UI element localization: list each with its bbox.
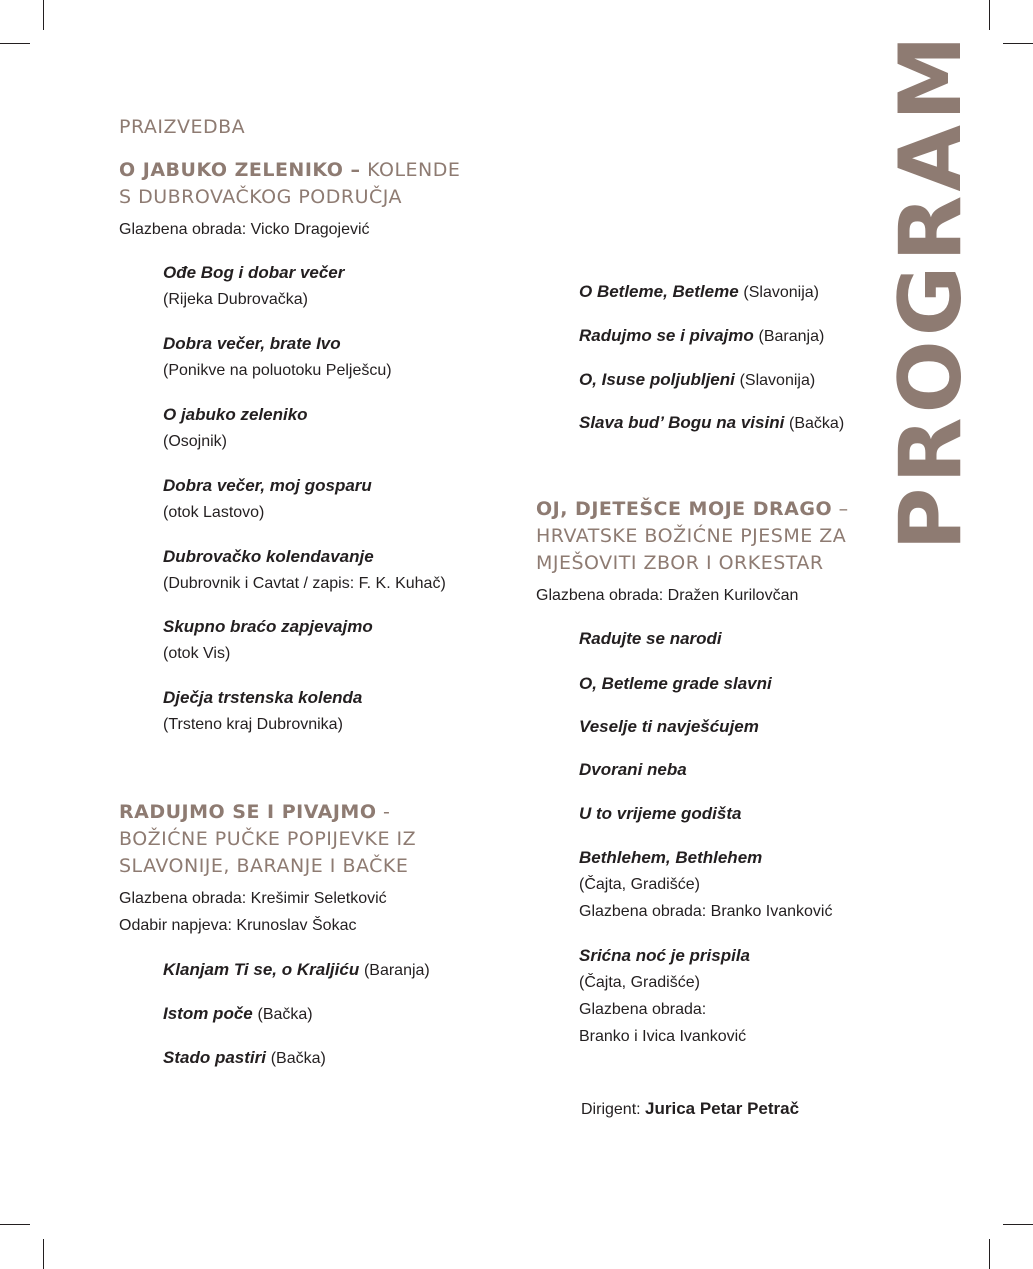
crop-mark bbox=[0, 43, 30, 44]
song-region: (otok Vis) bbox=[163, 645, 231, 662]
song-item bbox=[579, 366, 815, 394]
section-title-line2: BOŽIĆNE PUČKE POPIJEVKE IZ bbox=[119, 828, 417, 850]
song-title: Dobra večer, moj gosparu bbox=[163, 476, 372, 495]
song-item bbox=[579, 713, 759, 740]
arranger: Glazbena obrada: Krešimir Seletković bbox=[119, 890, 387, 907]
song-region: (Čajta, Gradišće) bbox=[579, 974, 700, 991]
song-item bbox=[163, 684, 362, 738]
section-title bbox=[119, 157, 460, 184]
song-title: O Betleme, Betleme bbox=[579, 282, 739, 301]
song-region: (Baranja) bbox=[758, 328, 825, 345]
song-region: (Baranja) bbox=[363, 962, 430, 979]
crop-mark bbox=[989, 0, 990, 30]
song-region: (Ponikve na poluotoku Pelješcu) bbox=[163, 362, 392, 379]
song-region: (Bačka) bbox=[789, 415, 845, 432]
song-item bbox=[163, 472, 372, 526]
song-item bbox=[579, 409, 844, 437]
song-title: O, Isuse poljubljeni bbox=[579, 370, 735, 389]
song-item bbox=[163, 543, 446, 597]
song-title: Ođe Bog i dobar večer bbox=[163, 263, 345, 282]
selection: Odabir napjeva: Krunoslav Šokac bbox=[119, 917, 357, 934]
song-title: Srićna noć je prispila bbox=[579, 946, 751, 965]
section-title-bold: RADUJMO SE I PIVAJMO bbox=[119, 801, 377, 823]
song-item bbox=[163, 259, 344, 313]
section-title-rest: KOLENDE bbox=[360, 159, 461, 181]
song-item bbox=[579, 800, 741, 827]
song-item bbox=[163, 401, 308, 455]
song-item bbox=[579, 670, 772, 697]
song-title: U to vrijeme godišta bbox=[579, 804, 742, 823]
song-region: (Osojnik) bbox=[163, 433, 228, 450]
song-item bbox=[579, 278, 819, 306]
song-item bbox=[579, 756, 687, 783]
song-item bbox=[579, 322, 824, 350]
song-title: Stado pastiri bbox=[163, 1048, 266, 1067]
song-item bbox=[163, 330, 392, 384]
song-region: (Bačka) bbox=[270, 1050, 326, 1067]
song-item bbox=[163, 613, 373, 667]
section-title-bold: OJ, DJETEŠCE MOJE DRAGO bbox=[536, 498, 833, 520]
song-item bbox=[163, 1044, 326, 1072]
song-region: (otok Lastovo) bbox=[163, 504, 265, 521]
song-title: Dječja trstenska kolenda bbox=[163, 688, 363, 707]
song-item bbox=[163, 956, 430, 984]
song-item bbox=[163, 1000, 313, 1028]
conductor-name: Jurica Petar Petrač bbox=[645, 1099, 800, 1118]
crop-mark bbox=[43, 1239, 44, 1269]
section-title-line3: MJEŠOVITI ZBOR I ORKESTAR bbox=[536, 552, 824, 574]
song-region: (Trsteno kraj Dubrovnika) bbox=[163, 716, 343, 733]
section-title bbox=[536, 496, 849, 523]
song-title: Dobra večer, brate Ivo bbox=[163, 334, 341, 353]
song-title: Radujte se narodi bbox=[579, 629, 722, 648]
song-note: Branko i Ivica Ivanković bbox=[579, 1028, 747, 1045]
crop-mark bbox=[1003, 43, 1033, 44]
section-title-line2: S DUBROVAČKOG PODRUČJA bbox=[119, 186, 403, 208]
song-title: Dvorani neba bbox=[579, 760, 687, 779]
song-title: Skupno braćo zapjevajmo bbox=[163, 617, 373, 636]
song-region: (Dubrovnik i Cavtat / zapis: F. K. Kuhač) bbox=[163, 575, 446, 592]
page-title-text: PROGRAM bbox=[881, 31, 981, 551]
section-title-line2: HRVATSKE BOŽIĆNE PJESME ZA bbox=[536, 525, 847, 547]
crop-mark bbox=[43, 0, 44, 30]
song-title: Bethlehem, Bethlehem bbox=[579, 848, 763, 867]
song-region: (Rijeka Dubrovačka) bbox=[163, 291, 308, 308]
song-region: (Bačka) bbox=[257, 1006, 313, 1023]
song-region: (Slavonija) bbox=[739, 372, 816, 389]
song-note: Glazbena obrada: bbox=[579, 1001, 707, 1018]
song-item bbox=[579, 625, 722, 652]
conductor bbox=[581, 1095, 799, 1123]
song-title: Veselje ti navješćujem bbox=[579, 717, 759, 736]
song-title: Istom poče bbox=[163, 1004, 253, 1023]
conductor-label: Dirigent: bbox=[581, 1101, 646, 1118]
section-title-line3: SLAVONIJE, BARANJE I BAČKE bbox=[119, 855, 409, 877]
song-item bbox=[579, 942, 750, 1050]
section-title-rest: - bbox=[376, 801, 391, 823]
premiere-label: PRAIZVEDBA bbox=[119, 116, 246, 138]
song-region: (Čajta, Gradišće) bbox=[579, 876, 700, 893]
crop-mark bbox=[0, 1224, 30, 1225]
crop-mark bbox=[989, 1239, 990, 1269]
song-region: (Slavonija) bbox=[743, 284, 820, 301]
crop-mark bbox=[1003, 1224, 1033, 1225]
song-title: O, Betleme grade slavni bbox=[579, 674, 772, 693]
song-item bbox=[579, 844, 832, 925]
song-note: Glazbena obrada: Branko Ivanković bbox=[579, 903, 833, 920]
section-title-rest: – bbox=[832, 498, 849, 520]
section-title bbox=[119, 799, 390, 826]
song-title: Slava bud’ Bogu na visini bbox=[579, 413, 785, 432]
arranger: Glazbena obrada: Dražen Kurilovčan bbox=[536, 587, 799, 604]
section-title-bold: O JABUKO ZELENIKO – bbox=[119, 159, 361, 181]
song-title: Radujmo se i pivajmo bbox=[579, 326, 754, 345]
page-title bbox=[881, 31, 981, 551]
arranger: Glazbena obrada: Vicko Dragojević bbox=[119, 221, 370, 238]
song-title: O jabuko zeleniko bbox=[163, 405, 308, 424]
song-title: Dubrovačko kolendavanje bbox=[163, 547, 374, 566]
song-title: Klanjam Ti se, o Kraljiću bbox=[163, 960, 360, 979]
